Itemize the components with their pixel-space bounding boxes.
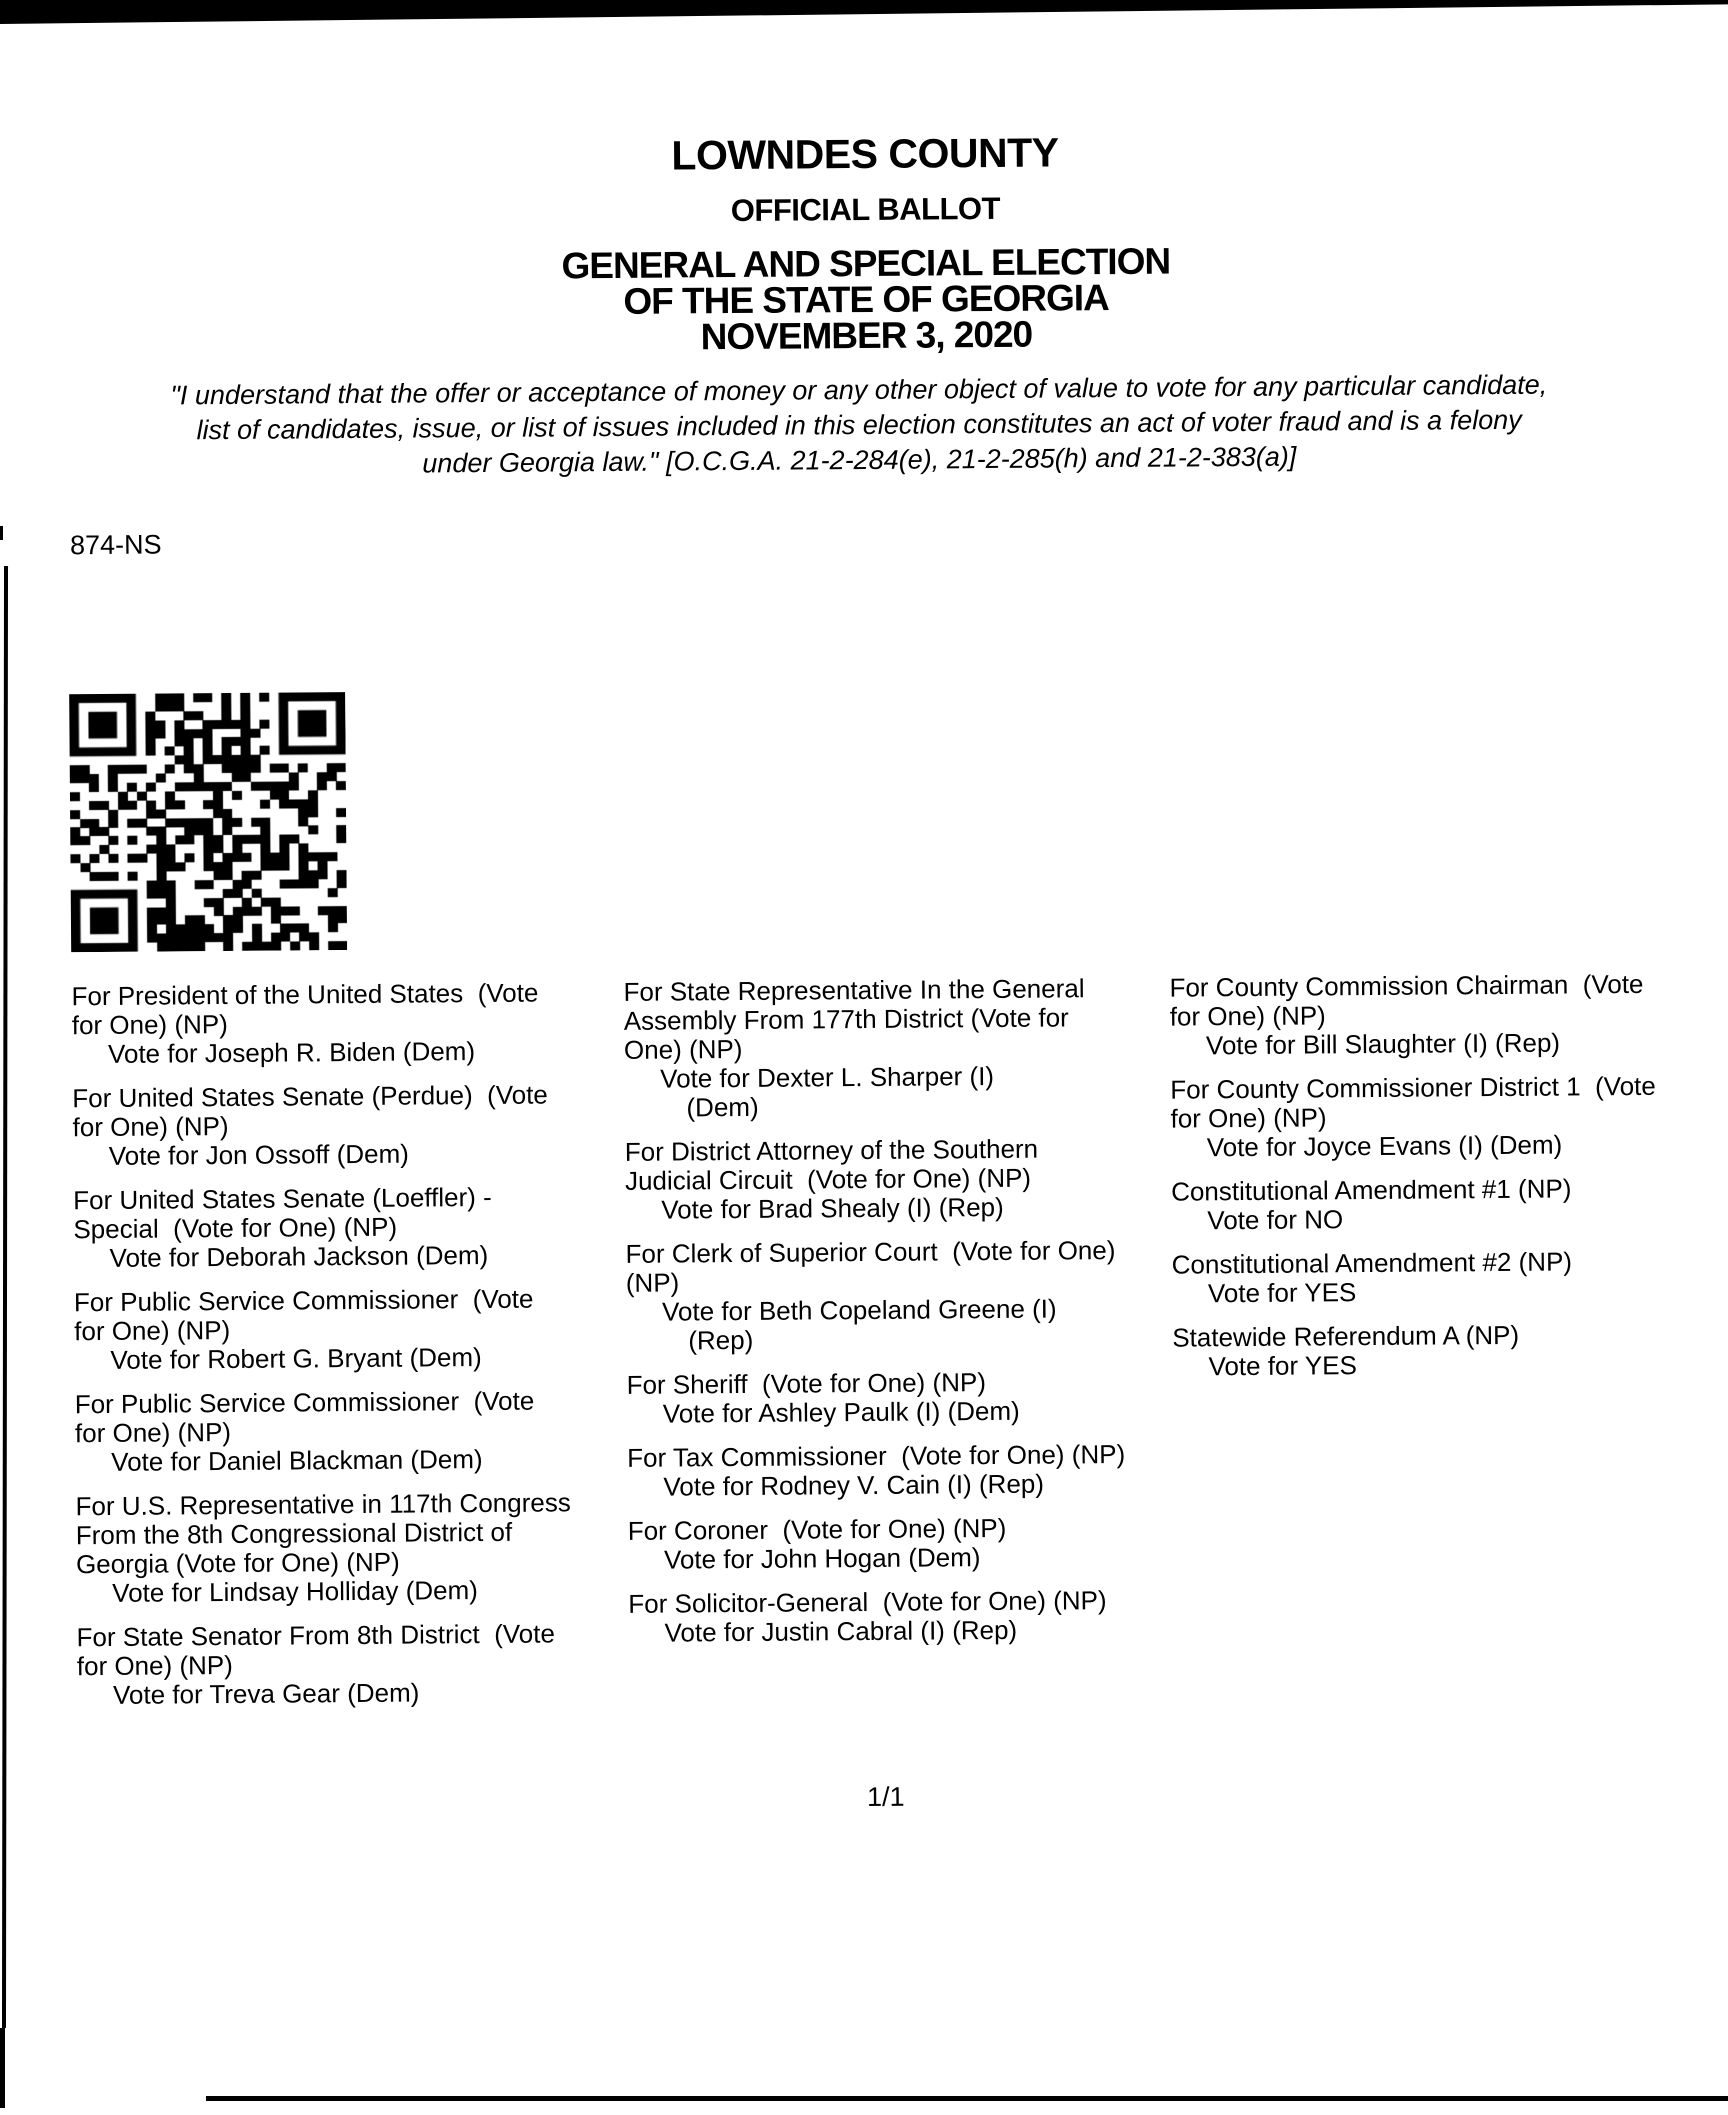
contest-solicitor-general [628,1586,1176,1648]
ballot-column-3 [1169,969,1728,1397]
contest-vote-selection: Vote for Rodney V. Cain (I) (Rep) [663,1468,1045,1502]
contest-vote-selection: Vote for Deborah Jackson (Dem) [109,1239,489,1273]
contest-title: For Clerk of Superior Court (Vote for One) (NP) [625,1235,1116,1298]
contest-title: For U.S. Representative in 117th Congress From the 8th Congressional District of Georgia (Vote for One) (NP) [75,1487,571,1580]
contest-state-representative [623,974,1172,1123]
contest-tax-commissioner [627,1440,1175,1502]
contest-us-representative [75,1488,624,1608]
ballot-type-title: OFFICIAL BALLOT [730,190,1001,229]
scan-artifact-bottom-edge [206,2096,1728,2101]
contest-title: For Public Service Commissioner (Vote for One) (NP) [73,1283,534,1347]
scan-artifact-left-corner [0,2028,5,2108]
contest-vote-selection: Vote for Daniel Blackman (Dem) [111,1444,483,1477]
contest-title: For Public Service Commissioner (Vote for One) (NP) [74,1385,535,1449]
voter-fraud-disclaimer: "I understand that the offer or acceptance of money or any other object of value to vote for any particular candidate, list of candidates, issue, or list of issues included in this election constitutes an act of voter fraud and is a felony under Georgia law." [O.C.G.A. 21-2-284(e), 21-2-285(h) and 21-2-383(a)] [170,369,1548,479]
contest-constitutional-amendment-2 [1172,1246,1728,1309]
contest-title: For Sheriff (Vote for One) (NP) [626,1367,987,1400]
qr-code-icon [69,692,347,952]
ballot-style-code: 874-NS [69,529,162,561]
contest-coroner [628,1513,1176,1575]
contest-statewide-referendum-a [1172,1319,1728,1382]
contest-vote-selection: Vote for NO [1207,1204,1344,1236]
contest-us-senate-loeffler [73,1182,622,1273]
contest-clerk-superior-court [625,1236,1174,1356]
contest-title: For United States Senate (Perdue) (Vote for One) (NP) [72,1079,548,1143]
contest-vote-selection: Vote for Joyce Evans (I) (Dem) [1206,1129,1563,1163]
contest-title: For United States Senate (Loeffler) - Special (Vote for One) (NP) [73,1181,492,1245]
contest-county-commission-chairman [1169,969,1728,1061]
contest-president [71,978,620,1069]
contest-title: Constitutional Amendment #2 (NP) [1171,1246,1573,1280]
contest-vote-selection: Vote for Lindsay Holliday (Dem) [112,1575,478,1608]
contest-vote-selection: Vote for Jon Ossoff (Dem) [108,1138,410,1171]
ballot-column-2 [623,974,1176,1663]
contest-title: For County Commissioner District 1 (Vote for One) (NP) [1170,1070,1656,1134]
contest-title: For District Attorney of the Southern Judicial Circuit (Vote for One) (NP) [624,1133,1039,1196]
contest-vote-selection: Vote for Dexter L. Sharper (I) (Dem) [660,1060,995,1123]
contest-state-senator [76,1619,625,1710]
election-title: GENERAL AND SPECIAL ELECTION OF THE STATE OF GEORGIA NOVEMBER 3, 2020 [561,240,1171,358]
contest-vote-selection: Vote for John Hogan (Dem) [663,1542,981,1575]
contest-psc-1 [74,1284,623,1375]
contest-title: For Solicitor-General (Vote for One) (NP) [628,1585,1107,1619]
contest-title: For County Commission Chairman (Vote for One) (NP) [1169,968,1644,1032]
contest-vote-selection: Vote for Joseph R. Biden (Dem) [107,1036,476,1069]
contest-title: Constitutional Amendment #1 (NP) [1171,1173,1572,1207]
contest-title: For Coroner (Vote for One) (NP) [627,1512,1007,1546]
contest-vote-selection: Vote for YES [1208,1350,1358,1382]
contest-title: For State Senator From 8th District (Vote for One) (NP) [76,1618,555,1682]
contest-title: Statewide Referendum A (NP) [1172,1319,1520,1353]
contest-sheriff [627,1367,1175,1429]
contest-vote-selection: Vote for Bill Slaughter (I) (Rep) [1205,1027,1561,1061]
contest-constitutional-amendment-1 [1171,1173,1728,1236]
contest-vote-selection: Vote for Beth Copeland Greene (I) (Rep) [661,1293,1057,1356]
contest-us-senate-perdue [72,1080,621,1171]
contest-county-commissioner-district-1 [1170,1071,1728,1163]
scan-artifact-left-dash [0,526,3,540]
county-title: LOWNDES COUNTY [671,129,1059,179]
contest-vote-selection: Vote for Treva Gear (Dem) [112,1677,420,1710]
contest-title: For President of the United States (Vote for One) (NP) [71,977,539,1041]
contest-vote-selection: Vote for Ashley Paulk (I) (Dem) [662,1395,1020,1429]
contest-vote-selection: Vote for YES [1207,1277,1357,1309]
contest-vote-selection: Vote for Robert G. Bryant (Dem) [110,1342,482,1375]
contest-title: For State Representative In the General Assembly From 177th District (Vote for One) (NP) [623,973,1085,1065]
contest-vote-selection: Vote for Brad Shealy (I) (Rep) [661,1191,1004,1225]
contest-psc-2 [75,1386,624,1477]
page-number: 1/1 [866,1781,905,1812]
contest-title: For Tax Commissioner (Vote for One) (NP) [627,1438,1126,1473]
contest-district-attorney [625,1134,1174,1225]
ballot-column-1 [71,978,625,1725]
contest-vote-selection: Vote for Justin Cabral (I) (Rep) [664,1614,1018,1648]
